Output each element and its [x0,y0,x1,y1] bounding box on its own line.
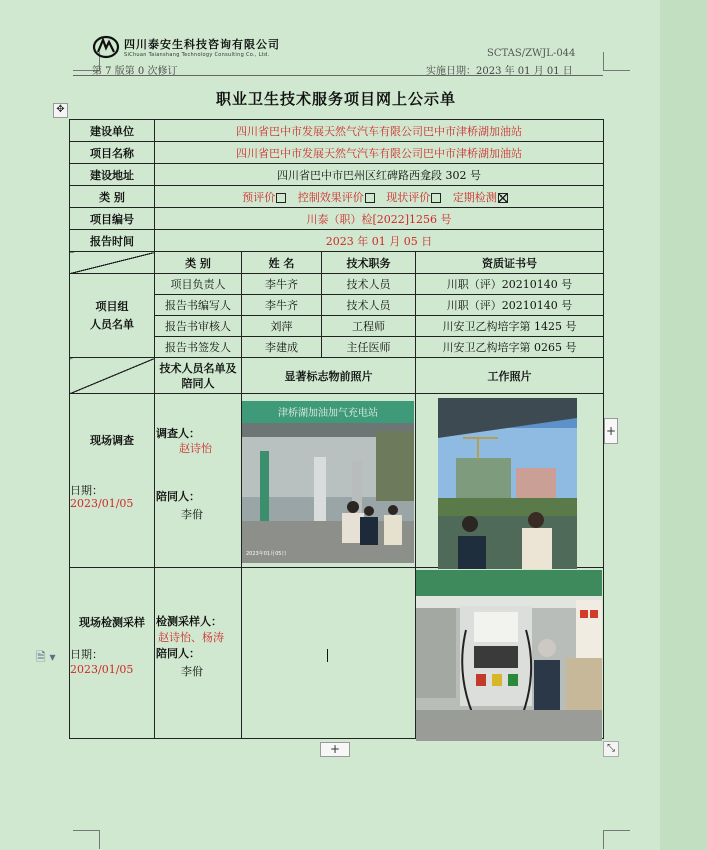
checkbox-icon[interactable] [276,193,286,203]
project-number-value[interactable]: 川泰（职）检[2022]1256 号 [155,208,604,230]
address-label: 建设地址 [70,164,155,186]
team-cert[interactable]: 川职（评）20210140 号 [416,295,604,316]
site-survey-label: 现场调查 [90,434,134,447]
survey-date-value[interactable]: 2023/01/05 [70,497,134,510]
landmark-photo[interactable] [242,401,414,563]
sampling-date-value[interactable]: 2023/01/05 [70,663,134,676]
option-status-evaluation[interactable]: 现状评价 [386,191,441,204]
team-title[interactable]: 技术人员 [322,274,416,295]
address-value[interactable]: 四川省巴中市巴州区红碑路西龛段 302 号 [155,164,604,186]
sampler-label: 检测采样人： [156,615,222,628]
landmark-photo-header: 显著标志物前照片 [242,358,416,394]
site-sampling-cell [70,568,155,739]
project-value[interactable]: 四川省巴中市发展天然气汽车有限公司巴中市津桥湖加油站 [155,142,604,164]
crop-mark [603,830,630,849]
team-name[interactable]: 刘萍 [242,316,322,337]
site-sampling-label: 现场检测采样 [79,616,145,629]
option-pre-evaluation[interactable]: 预评价 [242,191,286,204]
tech-staff-header: 技术人员名单及陪同人 [155,358,242,394]
version-text: 第 7 版第 0 次修订 [92,66,178,77]
team-title[interactable]: 技术人员 [322,295,416,316]
diagonal-cell [70,252,155,274]
sampler-value[interactable]: 赵诗怡、杨涛 [158,631,224,644]
option-control-effect[interactable]: 控制效果评价 [298,191,375,204]
table-row [70,208,604,230]
team-name[interactable]: 李牛齐 [242,295,322,316]
category-options [155,186,604,208]
project-label: 项目名称 [70,142,155,164]
photo-header-row [70,358,604,394]
company-logo [92,34,280,60]
report-time-value[interactable]: 2023 年 01 月 05 日 [155,230,604,252]
team-group-label: 项目组 人员名单 [70,274,155,358]
team-cert[interactable]: 川安卫乙构培字第 1425 号 [416,316,604,337]
table-resize-handle[interactable]: ⤡ [603,741,619,757]
page-title: 职业卫生技术服务项目网上公示单 [215,90,456,108]
team-role[interactable]: 报告书编写人 [155,295,242,316]
builder-value[interactable]: 四川省巴中市发展天然气汽车有限公司巴中市津桥湖加油站 [155,120,604,142]
header-divider [73,75,603,76]
report-time-label: 报告时间 [70,230,155,252]
team-role[interactable]: 项目负责人 [155,274,242,295]
crop-mark [73,830,100,849]
team-role[interactable]: 报告书签发人 [155,337,242,358]
empty-photo-cell[interactable] [242,568,416,739]
companion-value[interactable]: 李佾 [181,508,203,521]
sampling-companion-value[interactable]: 李佾 [181,665,203,678]
add-column-button[interactable]: + [604,418,618,444]
station-sign-text: 津桥湖加油加气充电站 [278,408,378,419]
diagonal-cell [70,358,155,394]
text-cursor [327,649,328,662]
company-logo-icon [92,34,120,60]
checked-checkbox-icon[interactable] [498,193,508,203]
sampling-work-photo[interactable] [416,570,602,741]
team-title[interactable]: 主任医师 [322,337,416,358]
table-row [70,186,604,208]
team-col-cert: 资质证书号 [416,252,604,274]
sampling-staff-cell [155,568,242,739]
companion-label: 陪同人： [156,490,200,503]
crop-mark [603,52,630,71]
builder-label: 建设单位 [70,120,155,142]
table-row [70,142,604,164]
team-cert[interactable]: 川安卫乙构培字第 0265 号 [416,337,604,358]
team-row [70,274,604,295]
team-col-name: 姓 名 [242,252,322,274]
sampling-companion-label: 陪同人： [156,647,200,660]
option-periodic-test[interactable]: 定期检测 [453,191,508,204]
photo-timestamp: 2023年01月05日 [246,551,287,557]
company-name-cn: 四川泰安生科技咨询有限公司 [124,38,280,51]
survey-staff-cell [155,394,242,568]
effective-date: 实施日期：2023 年 01 月 01 日 [426,66,573,77]
team-name[interactable]: 李建成 [242,337,322,358]
checkbox-icon[interactable] [365,193,375,203]
site-survey-cell [70,394,155,568]
table-row [70,120,604,142]
team-col-category: 类 别 [155,252,242,274]
table-move-handle[interactable]: ✥ [53,103,68,118]
project-number-label: 项目编号 [70,208,155,230]
add-row-button[interactable]: + [320,742,350,757]
sampling-date-label: 日期： [70,648,103,661]
team-name[interactable]: 李牛齐 [242,274,322,295]
checkbox-icon[interactable] [431,193,441,203]
work-photo-header: 工作照片 [416,358,604,394]
team-header-row [70,252,604,274]
company-name-en: SiChuan Taianshang Technology Consulting Co., Ltd. [124,52,270,58]
team-cert[interactable]: 川职（评）20210140 号 [416,274,604,295]
survey-date-label: 日期： [70,484,103,497]
investigator-label: 调查人： [156,427,200,440]
category-label: 类 别 [70,186,155,208]
investigator-value[interactable]: 赵诗怡 [179,442,212,455]
table-row [70,230,604,252]
team-role[interactable]: 报告书审核人 [155,316,242,337]
team-col-title: 技术职务 [322,252,416,274]
team-title[interactable]: 工程师 [322,316,416,337]
document-icon[interactable]: 🗎 ▾ [36,650,56,664]
right-margin [660,0,707,850]
survey-work-photo[interactable] [438,398,577,569]
document-number: SCTAS/ZWJL-044 [487,48,576,59]
table-row [70,164,604,186]
